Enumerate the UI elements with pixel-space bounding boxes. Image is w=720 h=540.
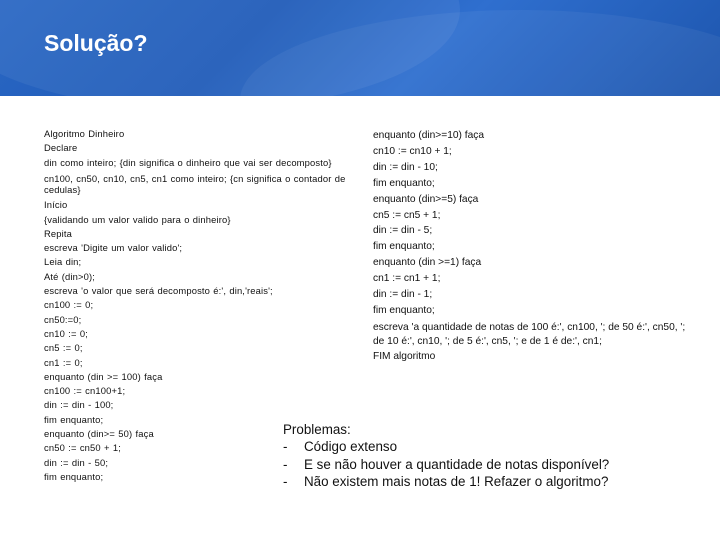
code-line: FIM algoritmo bbox=[373, 350, 436, 362]
code-line: cn100 := cn100+1; bbox=[44, 385, 126, 397]
problem-item bbox=[283, 438, 609, 456]
bullet-dash: - bbox=[283, 474, 288, 489]
code-line: cn1 := cn1 + 1; bbox=[373, 273, 441, 285]
code-line: enquanto (din>=5) faça bbox=[373, 193, 479, 205]
problems-list bbox=[283, 421, 609, 491]
code-line: cn50:=0; bbox=[44, 313, 82, 325]
slide-header bbox=[0, 0, 720, 96]
code-line: cn1 := 0; bbox=[44, 356, 83, 368]
problems-title: Problemas: bbox=[283, 422, 351, 437]
code-line: cn5 := cn5 + 1; bbox=[373, 209, 441, 221]
code-line: fim enquanto; bbox=[44, 413, 104, 425]
code-line: escreva 'a quantidade de notas de 100 é:', cn100, '; de 50 é:', cn50, '; de 10 é:', cn10, '; de 5 é:', cn5, '; e de 1 é de:', cn1; bbox=[373, 321, 686, 347]
code-line: Declare bbox=[44, 142, 78, 154]
problem-text: Código extenso bbox=[304, 439, 398, 454]
code-line: cn50 := cn50 + 1; bbox=[44, 442, 122, 454]
code-line: Leia din; bbox=[44, 256, 82, 268]
code-line: cn10 := 0; bbox=[44, 327, 88, 339]
bullet-dash: - bbox=[283, 439, 288, 454]
code-line: enquanto (din>=10) faça bbox=[373, 130, 485, 141]
code-line: enquanto (din >=1) faça bbox=[373, 257, 482, 269]
problem-text: E se não houver a quantidade de notas disponível? bbox=[304, 456, 610, 472]
problem-text: Não existem mais notas de 1! Refazer o algoritmo? bbox=[304, 474, 609, 489]
code-line: enquanto (din >= 100) faça bbox=[44, 370, 163, 382]
code-line: din := din - 5; bbox=[373, 225, 433, 237]
code-line: {validando um valor valido para o dinheiro} bbox=[44, 213, 231, 225]
code-line: escreva 'o valor que será decomposto é:', din,'reais'; bbox=[44, 285, 273, 297]
code-line: cn10 := cn10 + 1; bbox=[373, 145, 452, 157]
code-line: fim enquanto; bbox=[373, 241, 435, 253]
code-line: din como inteiro; {din significa o dinheiro que vai ser decomposto} bbox=[44, 156, 332, 168]
code-line: cn100 := 0; bbox=[44, 299, 94, 311]
code-line: cn5 := 0; bbox=[44, 342, 83, 354]
problem-item bbox=[283, 473, 609, 491]
code-line: Algoritmo Dinheiro bbox=[44, 128, 125, 139]
code-line: Até (din>0); bbox=[44, 270, 96, 282]
code-line: cn100, cn50, cn10, cn5, cn1 como inteiro; {cn significa o contador de cedulas} bbox=[44, 172, 346, 196]
code-line: fim enquanto; bbox=[373, 177, 435, 189]
slide-title: Solução? bbox=[44, 30, 148, 56]
code-column-right bbox=[373, 128, 693, 365]
code-line: din := din - 1; bbox=[373, 289, 433, 301]
problem-item bbox=[283, 456, 609, 474]
code-line: din := din - 50; bbox=[44, 456, 109, 468]
code-line: din := din - 10; bbox=[373, 161, 438, 173]
code-line: din := din - 100; bbox=[44, 399, 114, 411]
code-line: fim enquanto; bbox=[373, 304, 435, 316]
bullet-dash: - bbox=[283, 456, 288, 472]
code-line: fim enquanto; bbox=[44, 470, 104, 482]
code-line: enquanto (din>= 50) faça bbox=[44, 428, 154, 440]
code-line: Repita bbox=[44, 227, 72, 239]
code-line: Início bbox=[44, 199, 68, 211]
code-line: escreva 'Digite um valor valido'; bbox=[44, 242, 183, 254]
